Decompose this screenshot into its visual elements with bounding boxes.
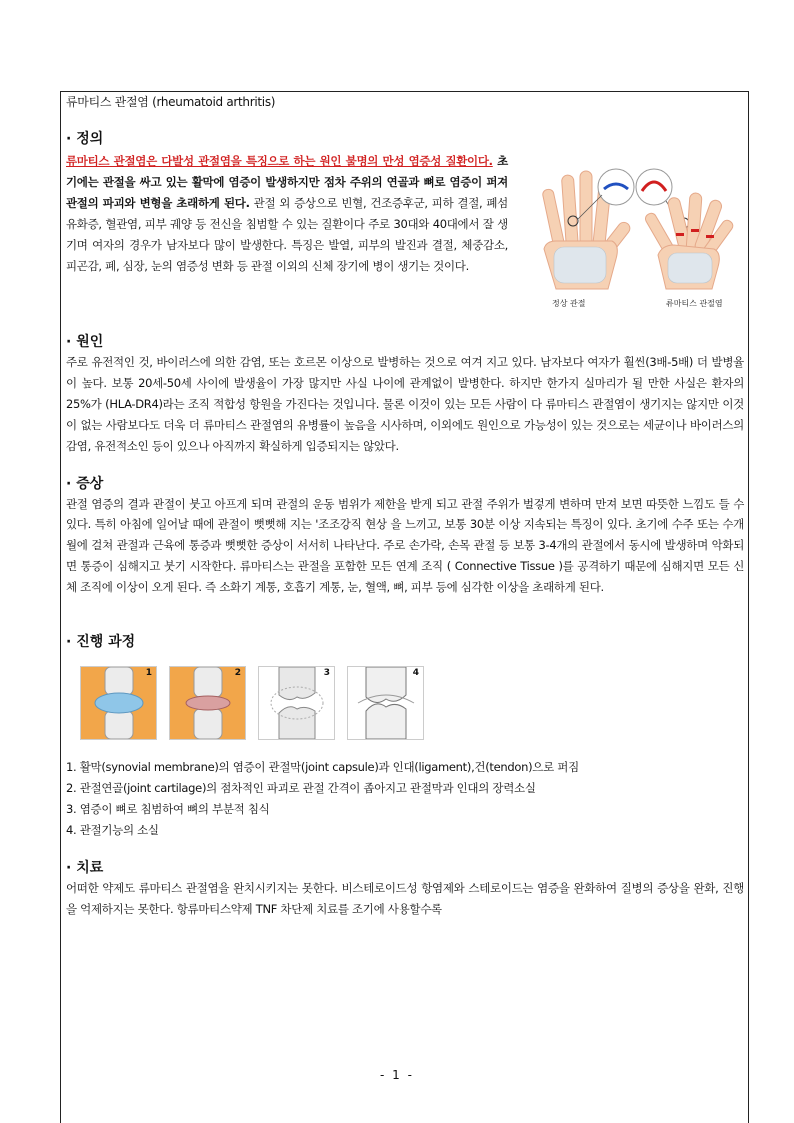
progression-heading: · 진행 과정	[66, 634, 136, 651]
ra-joint-zoom-icon	[636, 169, 672, 205]
definition-rest: 관절 외 증상으로 빈혈, 건조증후군, 피하 결절, 폐섬유화증, 혈관염, 피부 궤양 등 전신을 침범할 수 있는 질환이다 주로 30대와 40대에서 잘 생기며 여자의 경우가 남자보다 많이 발생한다. 특징은 발열, 피부의 발진과 결절, 체중감소, 피곤감, 폐, 심장, 눈의 염증성 변화 등 관절 이외의 신체 장기에 병이 생기는 것이다.	[66, 195, 508, 273]
cause-heading: · 원인	[66, 334, 104, 350]
definition-text	[66, 151, 508, 276]
hands-illustration	[526, 149, 736, 315]
stage-2-image	[169, 666, 246, 740]
normal-bones-icon	[554, 247, 606, 283]
definition-bold: 초기에는 관절을 싸고 있는 활막에 염증이 발생하지만 점차 주위의 연골과 뼈로 염증이 퍼져 관절의 파괴와 변형을 초래하게 된다.	[66, 154, 508, 210]
stage-3-image	[258, 666, 335, 740]
cause-text: 주로 유전적인 것, 바이러스에 의한 감염, 또는 호르몬 이상으로 발병하는 것으로 여겨 지고 있다. 남자보다 여자가 훨씬(3배-5배) 더 발병율이 높다. 보통 20세-50세 사이에 발생율이 가장 많지만 사실 나이에 관계없이 발병한다. 하지만 한가지 실마리가 될 만한 사실은 환자의 25%가 (HLA-DR4)라는 조직 적합성 항원을 가진다는 것입니다. 물론 이것이 있는 모든 사람이 다 류마티스 관절염이 생기지는 않지만 이것이 없는 사람보다도 더욱 더 류마티스 관절염의 유병률이 높음을 시사하며, 이외에도 원인으로 가능성이 있는 것으로는 세균이나 바이러스의 감염, 유전적소인 등이 있으나 아직까지 확실하게 입증되지는 않았다.	[66, 355, 744, 453]
definition-heading: · 정의	[66, 131, 104, 147]
stage-number: 1	[145, 668, 152, 679]
stage-number: 2	[234, 668, 241, 679]
ra-joint-label: 류마티스 관절염	[666, 299, 723, 308]
definition-section	[66, 149, 744, 321]
definition-lead: 류마티스 관절염은 다발성 관절염을 특징으로 하는 원인 불명의 만성 염증성 질환이다.	[66, 154, 493, 168]
normal-joint-label: 정상 관절	[552, 299, 586, 308]
document-title: 류마티스 관절염 (rheumatoid arthritis)	[66, 95, 276, 109]
stage-1-image	[80, 666, 157, 740]
stage-number: 3	[323, 668, 330, 679]
list-item: 3. 염증이 뼈로 침범하여 뼈의 부분적 침식	[66, 802, 270, 817]
list-item: 2. 관절연골(joint cartilage)의 점차적인 파괴로 관절 간격이 좁아지고 관절막과 인대의 장력소실	[66, 781, 536, 796]
symptoms-text: 관절 염증의 결과 관절이 붓고 아프게 되며 관절의 운동 범위가 제한을 받게 되고 관절 주위가 벌겋게 변하며 만져 보면 따뜻한 느낌도 들 수 있다. 특히 아침에 일어날 때에 관절이 뻣뻣해 지는 '조조강직 현상 을 느끼고, 보통 30분 이상 지속되는 특징이 있다. 초기에 수주 또는 수개월에 걸쳐 관절과 근육에 통증과 뻣뻣한 증상이 서서히 나타난다. 주로 손가락, 손목 관절 등 보통 3-4개의 관절에서 동시에 발생하며 악화되면 통증이 심해지고 붓기 시작한다. 류마티스는 관절을 포함한 모든 연계 조직 ( Connective Tissue )를 공격하기 때문에 심해지면 모든 신체 조직에 이상이 오게 된다. 즉 소화기 계통, 호흡기 계통, 눈, 혈액, 뼈, 피부 등에 심각한 이상을 초래하게 된다.	[66, 496, 744, 595]
document-content	[66, 92, 744, 920]
list-item: 1. 활막(synovial membrane)의 염증이 관절막(joint capsule)과 인대(ligament),건(tendon)으로 퍼짐	[66, 760, 579, 775]
treatment-text: 어떠한 약제도 류마티스 관절염을 완치시키지는 못한다. 비스테로이드성 항염제와 스테로이드는 염증을 완화하여 질병의 증상을 완화, 진행을 억제하지는 못한다. 항류마티스약제 TNF 차단제 치료를 조기에 사용할수록	[66, 881, 744, 916]
hand-comparison-figure	[526, 149, 736, 315]
progression-steps	[66, 757, 744, 841]
treatment-heading: · 치료	[66, 860, 104, 877]
symptoms-heading: · 증상	[66, 475, 104, 492]
document-frame	[60, 91, 749, 1123]
progression-stages	[80, 666, 744, 742]
page-number: - 1 -	[380, 1068, 414, 1082]
stage-4-image	[347, 666, 424, 740]
list-item: 4. 관절기능의 소실	[66, 823, 159, 838]
stage-number: 4	[412, 668, 419, 679]
normal-joint-zoom-icon	[598, 169, 634, 205]
